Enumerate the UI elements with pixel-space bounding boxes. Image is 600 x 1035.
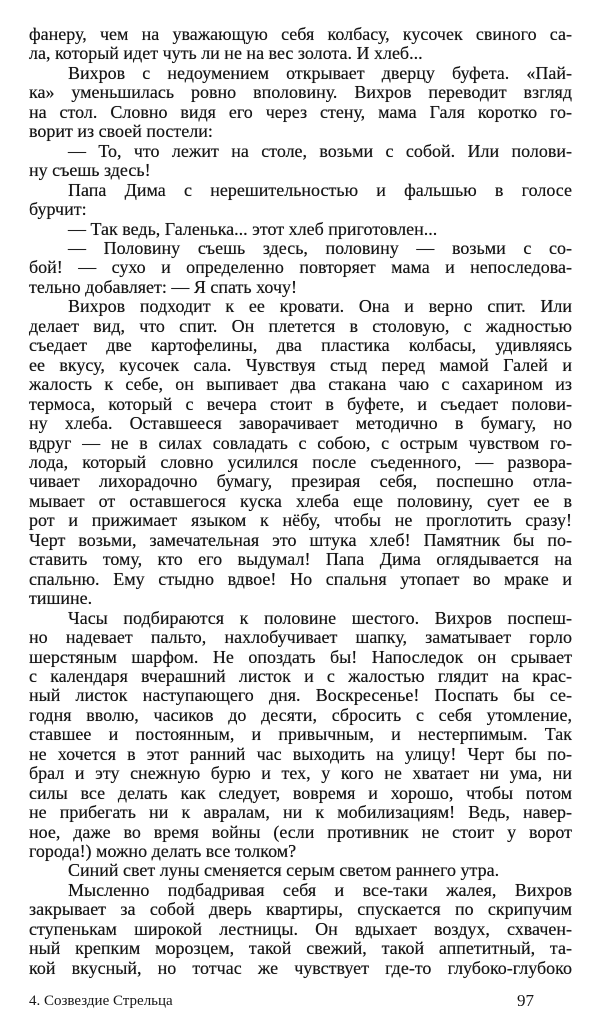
text-line: шерстяным шарфом. Не опоздать бы! Напоследок он срывает xyxy=(29,646,572,667)
text-line: делает вид, что спит. Он плетется в столовую, с жадностью xyxy=(29,315,572,336)
text-line: не хочется в этот ранний час выходить на улицу! Черт бы по- xyxy=(29,743,572,764)
text-line: съедает две картофелины, два пластика колбасы, удивляясь xyxy=(29,335,572,356)
text-line: термоса, который с вечера стоит в буфете, и съедает полови- xyxy=(29,393,572,414)
paragraph xyxy=(29,142,572,181)
text-line: Синий свет луны сменяется серым светом раннего утра. xyxy=(68,860,500,881)
page-number: 97 xyxy=(517,991,534,1010)
text-line: годня вволю, часиков до десяти, сбросить с себя утомление, xyxy=(29,704,572,725)
text-line: бурчит: xyxy=(29,199,87,220)
paragraph xyxy=(29,297,572,608)
text-line: силы все делать как следует, вовремя и хорошо, чтобы потом xyxy=(29,782,572,803)
text-line: ла, который идет чуть ли не на вес золота. И хлеб... xyxy=(29,43,423,64)
text-line: Часы подбираются к половине шестого. Вихров поспеш- xyxy=(68,607,572,628)
paragraph xyxy=(29,881,572,978)
paragraph xyxy=(29,64,572,142)
page-footer xyxy=(29,992,534,1010)
text-line: лода, который словно усилился после съеденного, — развора- xyxy=(29,451,572,472)
text-line: с календаря вчерашний листок и с жалостью глядит на крас- xyxy=(29,665,572,686)
text-line: ное, даже во время войны (если противник не стоит у ворот xyxy=(29,821,572,842)
text-line: фанеру, чем на уважающую себя колбасу, кусочек свиного са- xyxy=(29,24,572,44)
text-line: жалость к себе, он выпивает два стакана чаю с сахарином из xyxy=(29,374,572,395)
text-line: ка» уменьшилась ровно вполовину. Вихров переводит взгляд xyxy=(29,82,572,103)
paragraph xyxy=(29,239,572,297)
paragraph xyxy=(29,220,572,239)
paragraph xyxy=(29,25,572,64)
text-line: ставшее и постоянным, и привычным, и нестерпимым. Так xyxy=(29,724,572,745)
text-line: не прибегать ни к авралам, ни к мобилизациям! Ведь, навер- xyxy=(29,802,572,823)
text-line: — Половину съешь здесь, половину — возьми с со- xyxy=(68,237,572,258)
paragraph xyxy=(29,181,572,220)
text-line: тишине. xyxy=(29,588,93,609)
text-line: вдруг — не в силах совладать с собою, с острым чувством го- xyxy=(29,432,572,453)
text-line: Черт возьми, замечательная это штука хлеб! Памятник бы по- xyxy=(29,529,572,550)
text-line: ный листок наступающего дня. Воскресенье! Поспать бы се- xyxy=(29,685,572,706)
text-line: рот и прижимает языком к нёбу, чтобы не проглотить сразу! xyxy=(29,510,572,531)
text-line: — То, что лежит на столе, возьми с собой. Или полови- xyxy=(68,140,572,161)
text-line: спальню. Ему стыдно вдвое! Но спальня утопает во мраке и xyxy=(29,568,572,589)
paragraph xyxy=(29,609,572,862)
text-line: Мысленно подбадривая себя и все-таки жалея, Вихров xyxy=(68,879,572,900)
text-line: мывает от оставшегося куска хлеба еще половину, сует ее в xyxy=(29,490,572,511)
text-line: ну съешь здесь! xyxy=(29,160,151,181)
text-line: бой! — сухо и определенно повторяет мама и непоследова- xyxy=(29,257,572,278)
text-line: Вихров с недоумением открывает дверцу буфета. «Пай- xyxy=(68,62,572,83)
text-line: Вихров подходит к ее кровати. Она и верно спит. Или xyxy=(68,296,572,317)
text-line: брал и эту снежную бурю и тех, у кого не хватает ни ума, ни xyxy=(29,763,572,784)
text-line: ее вкусу, кусочек сала. Чувствуя стыд перед мамой Галей и xyxy=(29,354,572,375)
text-line: города!) можно делать все толком? xyxy=(29,841,297,862)
text-line: чивает лихорадочно бумагу, презирая себя, поспешно отла- xyxy=(29,471,572,492)
text-line: на стол. Словно видя его через стену, мама Галя коротко го- xyxy=(29,101,572,122)
text-line: ну хлеба. Оставшееся заворачивает методично в бумагу, но xyxy=(29,413,572,434)
text-line: ный крепким морозцем, такой свежий, такой аппетитный, та- xyxy=(29,938,572,959)
text-line: ступенькам широкой лестницы. Он вдыхает воздух, схвачен- xyxy=(29,918,572,939)
text-line: — Так ведь, Галенька... этот хлеб приготовлен... xyxy=(68,218,438,239)
text-line: ставить тому, кто его выдумал! Папа Дима оглядывается на xyxy=(29,549,572,570)
text-line: закрывает за собой дверь квартиры, спускается по скрипучим xyxy=(29,899,572,920)
running-footer-chapter-title: 4. Созвездие Стрельца xyxy=(29,993,173,1009)
text-line: кой вкусный, но тотчас же чувствует где-то глубоко-глубоко xyxy=(29,957,572,978)
text-line: Папа Дима с нерешительностью и фальшью в голосе xyxy=(68,179,572,200)
paragraph xyxy=(29,861,572,880)
text-line: ворит из своей постели: xyxy=(29,121,213,142)
text-line: тельно добавляет: — Я спать хочу! xyxy=(29,276,297,297)
text-line: но надевает пальто, нахлобучивает шапку, заматывает горло xyxy=(29,627,572,648)
page-body-text xyxy=(29,25,572,978)
